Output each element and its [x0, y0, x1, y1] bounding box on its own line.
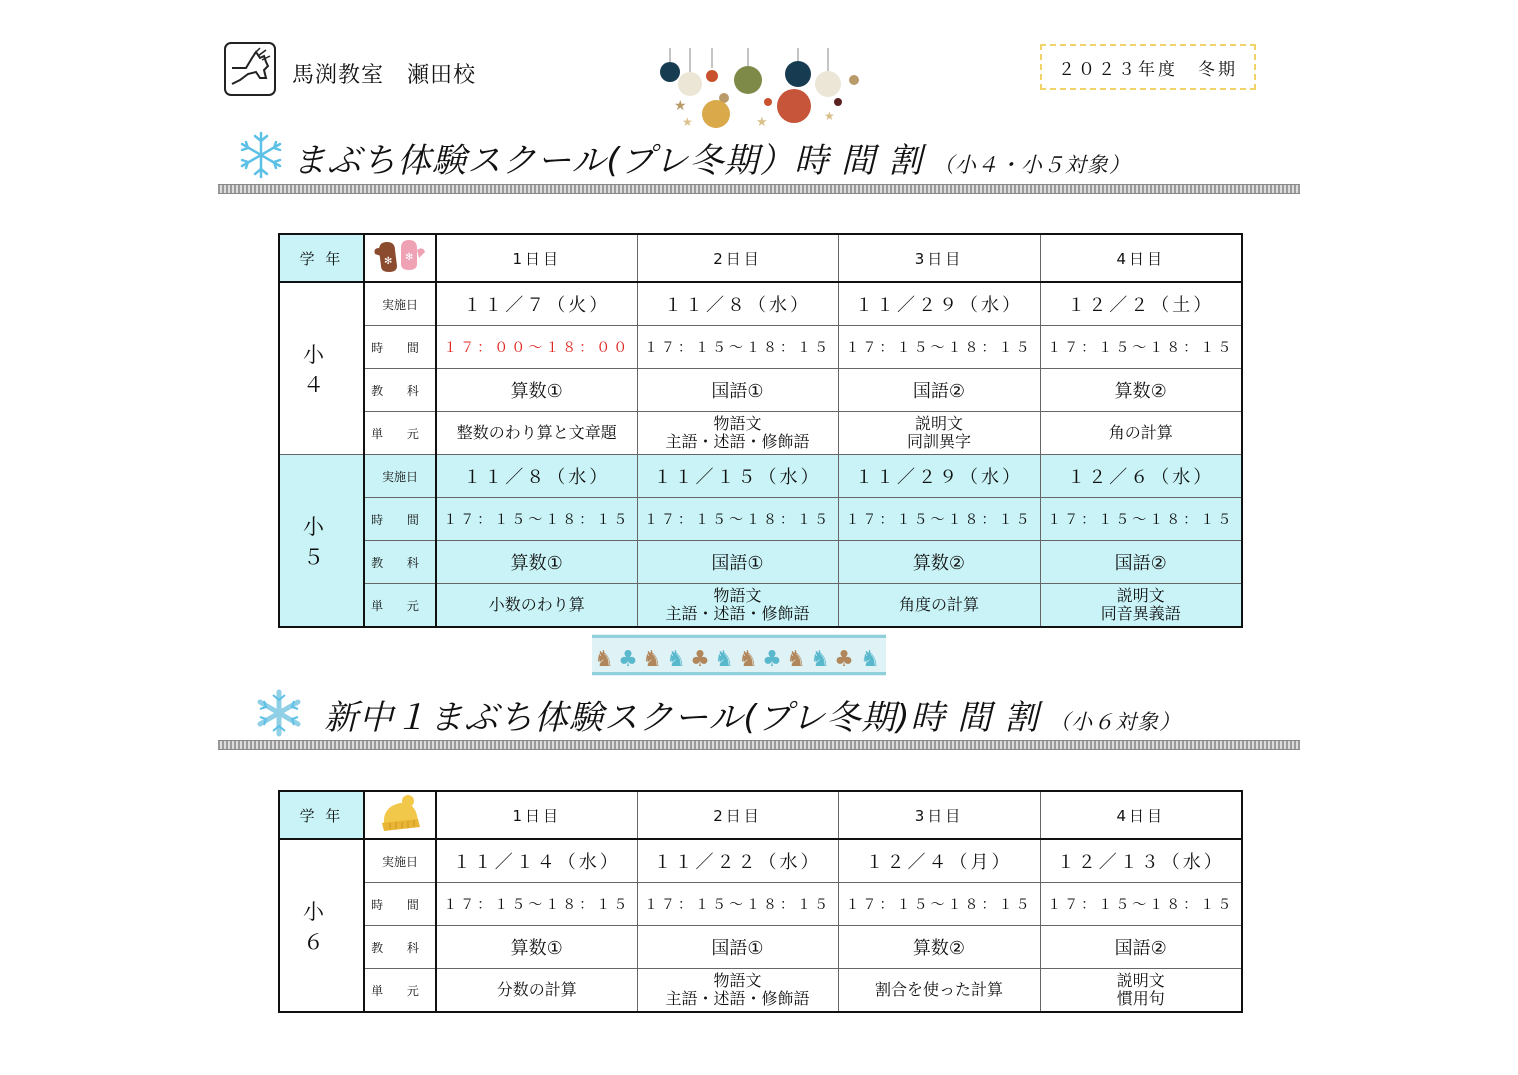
- grade6-time-1: １７：１５～１８：１５: [436, 883, 637, 926]
- unit-text: 整数のわり算と文章題: [456, 423, 617, 442]
- grade-header: 学 年: [279, 234, 364, 282]
- row-label-subject: 教 科: [364, 926, 436, 969]
- grade4-date-2: １１／８（水）: [637, 282, 838, 326]
- svg-text:♞: ♞: [738, 647, 758, 672]
- row-label-unit: 単 元: [364, 412, 436, 455]
- grade5-subject-3: 算数②: [838, 541, 1040, 584]
- grade5-unit-3: [838, 584, 1040, 628]
- snowflake-icon: [238, 130, 284, 184]
- grade4-subject-3: 国語②: [838, 369, 1040, 412]
- svg-text:♣: ♣: [618, 647, 638, 672]
- grade5-subject-1: 算数①: [436, 541, 637, 584]
- grade4-time-3: １７：１５～１８：１５: [838, 326, 1040, 369]
- section2-divider: [218, 740, 1300, 750]
- day-1-header: 1日目: [436, 791, 637, 839]
- grade6-subject-2: 国語①: [637, 926, 838, 969]
- grade4-unit-row: [279, 412, 1242, 455]
- grade4-subject-1: 算数①: [436, 369, 637, 412]
- svg-text:♞: ♞: [594, 647, 614, 672]
- row-label-unit: 単 元: [364, 584, 436, 628]
- grade5-time-row: [279, 498, 1242, 541]
- day-2-header: 2日目: [637, 791, 838, 839]
- section1-target: （小４・小５対象）: [932, 153, 1131, 177]
- grade4-date-1: １１／７（火）: [436, 282, 637, 326]
- grade6-unit-3: [838, 969, 1040, 1013]
- svg-text:★: ★: [674, 98, 687, 114]
- day-4-header: 4日目: [1040, 234, 1242, 282]
- grade6-time-row: [279, 883, 1242, 926]
- grade5-unit-2: [637, 584, 838, 628]
- grade4-time-1: １７：００～１８：００: [436, 326, 637, 369]
- grade5-unit-4: [1040, 584, 1242, 628]
- svg-text:✻: ✻: [384, 256, 396, 267]
- grade4-date-row: [279, 282, 1242, 326]
- grade5-time-2: １７：１５～１８：１５: [637, 498, 838, 541]
- grade5-unit-1: [436, 584, 637, 628]
- section2-target: （小６対象）: [1049, 710, 1182, 734]
- grade6-time-4: １７：１５～１８：１５: [1040, 883, 1242, 926]
- grade4-time-4: １７：１５～１８：１５: [1040, 326, 1242, 369]
- grade6-unit-1: [436, 969, 637, 1013]
- table-header-row: [279, 791, 1242, 839]
- grade5-unit-row: [279, 584, 1242, 628]
- svg-text:★: ★: [682, 115, 693, 128]
- grade5-date-2: １１／１５（水）: [637, 455, 838, 498]
- section1-divider: [218, 184, 1300, 194]
- grade4-time-row: [279, 326, 1242, 369]
- svg-text:♣: ♣: [690, 647, 710, 672]
- grade4-unit-1: [436, 412, 637, 455]
- unit-text: 物語文: [713, 971, 762, 990]
- unit-text: 主語・述語・修飾語: [665, 989, 810, 1008]
- school-name: 馬渕教室 瀬田校: [292, 63, 477, 88]
- grade6-date-2: １１／２２（水）: [637, 839, 838, 883]
- unit-text: 主語・述語・修飾語: [665, 604, 810, 623]
- grade6-subject-1: 算数①: [436, 926, 637, 969]
- grade6-time-2: １７：１５～１８：１５: [637, 883, 838, 926]
- grade5-time-1: １７：１５～１８：１５: [436, 498, 637, 541]
- svg-text:★: ★: [756, 115, 768, 128]
- grade5-subject-4: 国語②: [1040, 541, 1242, 584]
- day-1-header: 1日目: [436, 234, 637, 282]
- unit-text: 物語文: [713, 586, 762, 605]
- ornaments-icon: [652, 48, 862, 128]
- grade4-date-4: １２／２（土）: [1040, 282, 1242, 326]
- unit-text: 分数の計算: [496, 980, 577, 999]
- grade6-date-4: １２／１３（水）: [1040, 839, 1242, 883]
- row-label-subject: 教 科: [364, 369, 436, 412]
- svg-text:✻: ✻: [405, 252, 417, 263]
- grade6-unit-row: [279, 969, 1242, 1013]
- table-header-row: [279, 234, 1242, 282]
- day-3-header: 3日目: [838, 791, 1040, 839]
- grade6-time-3: １７：１５～１８：１５: [838, 883, 1040, 926]
- grade5-date-3: １１／２９（水）: [838, 455, 1040, 498]
- svg-text:♣: ♣: [762, 647, 782, 672]
- knit-hat-icon: [364, 791, 436, 839]
- unit-text: 同訓異字: [906, 432, 971, 451]
- grade5-subject-2: 国語①: [637, 541, 838, 584]
- row-label-time: 時 間: [364, 883, 436, 926]
- section2-title-row: [324, 690, 1181, 739]
- grade6-subject-row: [279, 926, 1242, 969]
- grade5-subject-row: [279, 541, 1242, 584]
- svg-text:♞: ♞: [786, 647, 806, 672]
- grade4-date-3: １１／２９（水）: [838, 282, 1040, 326]
- grade4-time-2: １７：１５～１８：１５: [637, 326, 838, 369]
- grade-header: 学 年: [279, 791, 364, 839]
- grade6-subject-4: 国語②: [1040, 926, 1242, 969]
- grade-6-label: 小 ６: [279, 839, 364, 1012]
- unit-text: 同音異義語: [1100, 604, 1181, 623]
- row-label-subject: 教 科: [364, 541, 436, 584]
- svg-text:♞: ♞: [666, 647, 686, 672]
- grade6-date-3: １２／４（月）: [838, 839, 1040, 883]
- grade4-unit-2: [637, 412, 838, 455]
- year-label: ２０２３年度 冬期: [1040, 44, 1256, 90]
- grade-5-label: 小 ５: [279, 455, 364, 628]
- mittens-icon: [364, 234, 436, 282]
- row-label-time: 時 間: [364, 498, 436, 541]
- unit-text: 物語文: [713, 414, 762, 433]
- svg-text:♞: ♞: [714, 647, 734, 672]
- row-label-date: 実施日: [364, 282, 436, 326]
- section2-title: 新中１まぶち体験スクール(プレ冬期)時 間 割: [324, 698, 1040, 738]
- snowflake-icon: [254, 688, 304, 742]
- unit-text: 主語・述語・修飾語: [665, 432, 810, 451]
- grade4-subject-2: 国語①: [637, 369, 838, 412]
- section1-title-row: [292, 133, 1131, 182]
- day-2-header: 2日目: [637, 234, 838, 282]
- svg-text:♞: ♞: [642, 647, 662, 672]
- grade5-date-1: １１／８（水）: [436, 455, 637, 498]
- unit-text: 角度の計算: [898, 595, 979, 614]
- unit-text: 角の計算: [1108, 423, 1173, 442]
- grade4-subject-4: 算数②: [1040, 369, 1242, 412]
- row-label-date: 実施日: [364, 455, 436, 498]
- day-3-header: 3日目: [838, 234, 1040, 282]
- grade5-date-4: １２／６（水）: [1040, 455, 1242, 498]
- unit-text: 小数のわり算: [488, 595, 585, 614]
- svg-text:♞: ♞: [810, 647, 830, 672]
- grade4-subject-row: [279, 369, 1242, 412]
- day-4-header: 4日目: [1040, 791, 1242, 839]
- grade6-subject-3: 算数②: [838, 926, 1040, 969]
- svg-text:★: ★: [824, 109, 835, 123]
- section2-schedule-table: [278, 790, 1243, 1013]
- horse-logo-icon: [224, 42, 276, 96]
- unit-text: 説明文: [1116, 586, 1165, 605]
- grade6-date-1: １１／１４（水）: [436, 839, 637, 883]
- grade6-unit-2: [637, 969, 838, 1013]
- unit-text: 割合を使った計算: [874, 980, 1003, 999]
- grade5-date-row: [279, 455, 1242, 498]
- row-label-date: 実施日: [364, 839, 436, 883]
- svg-text:♞: ♞: [860, 647, 880, 672]
- grade-4-label: 小 ４: [279, 282, 364, 455]
- unit-text: 説明文: [914, 414, 963, 433]
- grade5-time-4: １７：１５～１８：１５: [1040, 498, 1242, 541]
- unit-text: 慣用句: [1116, 989, 1165, 1008]
- grade4-unit-4: [1040, 412, 1242, 455]
- reindeer-pattern-icon: [592, 634, 886, 676]
- section1-title: まぶち体験スクール(プレ冬期）時 間 割: [292, 141, 923, 181]
- grade6-unit-4: [1040, 969, 1242, 1013]
- unit-text: 説明文: [1116, 971, 1165, 990]
- grade5-time-3: １７：１５～１８：１５: [838, 498, 1040, 541]
- section1-schedule-table: [278, 233, 1243, 628]
- grade6-date-row: [279, 839, 1242, 883]
- svg-text:♣: ♣: [834, 647, 854, 672]
- grade4-unit-3: [838, 412, 1040, 455]
- row-label-unit: 単 元: [364, 969, 436, 1013]
- row-label-time: 時 間: [364, 326, 436, 369]
